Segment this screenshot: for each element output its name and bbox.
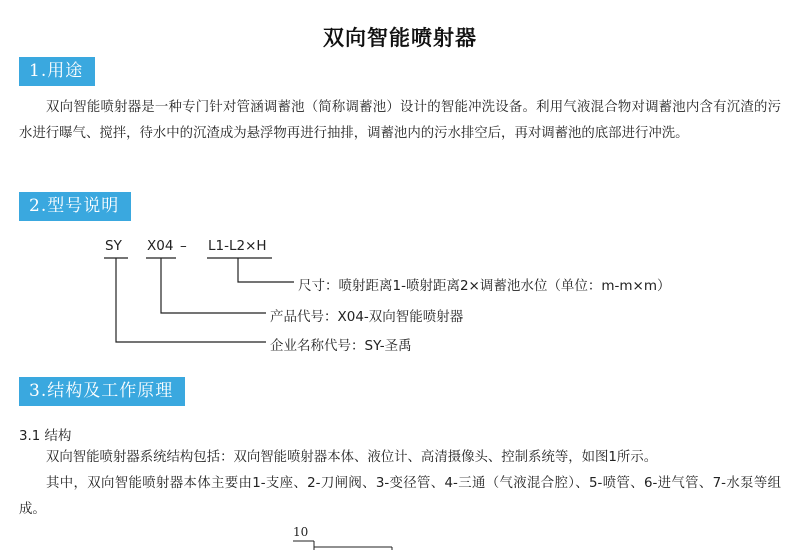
model-desc-product-code: 产品代号：X04-双向智能喷射器 bbox=[270, 309, 464, 325]
structure-paragraph-1: 双向智能喷射器系统结构包括：双向智能喷射器本体、液位计、高清摄像头、控制系统等，如图1所示。 bbox=[46, 450, 658, 465]
model-desc-dimensions: 尺寸：喷射距离1-喷射距离2×调蓄池水位（单位：m-m×m） bbox=[298, 278, 671, 294]
model-code-x04: X04 bbox=[147, 238, 174, 254]
subsection-heading-structure: 3.1 结构 bbox=[19, 429, 72, 444]
usage-paragraph: 双向智能喷射器是一种专门针对管涵调蓄池（简称调蓄池）设计的智能冲洗设备。利用气液混合物对调蓄池内含有沉渣的污水进行曝气、搅拌，待水中的沉渣成为悬浮物再进行抽排，调蓄池内的污水排空后，再对调蓄池的底部进行冲洗。 bbox=[19, 100, 781, 141]
document-title: 双向智能喷射器 bbox=[323, 25, 477, 50]
model-code-dash: – bbox=[180, 238, 187, 254]
model-desc-company-code: 企业名称代号：SY-圣禹 bbox=[270, 338, 412, 354]
structure-paragraph-2: 其中，双向智能喷射器本体主要由1-支座、2-刀闸阀、3-变径管、4-三通（气液混合腔）、5-喷管、6-进气管、7-水泵等组成。 bbox=[19, 476, 781, 517]
model-code-sy: SY bbox=[105, 238, 122, 254]
section-heading-usage: 1.用途 bbox=[19, 57, 95, 86]
model-code-dimensions: L1-L2×H bbox=[208, 238, 267, 254]
section-heading-model: 2.型号说明 bbox=[19, 192, 131, 221]
section-heading-structure: 3.结构及工作原理 bbox=[19, 377, 185, 406]
figure-callout-number: 10 bbox=[293, 525, 309, 539]
